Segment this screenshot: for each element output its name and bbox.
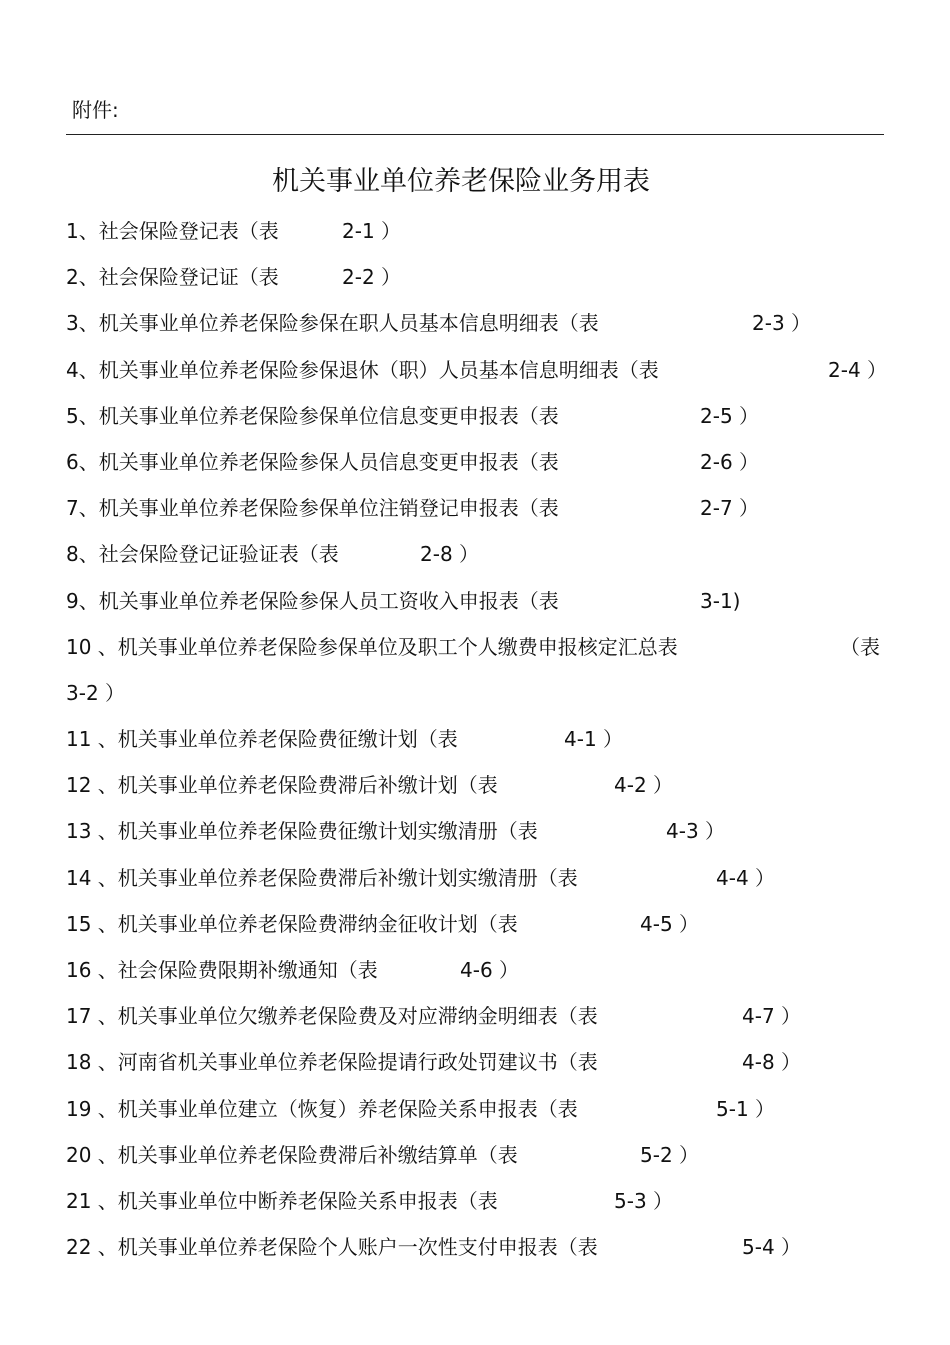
list-item: [66, 439, 884, 485]
list-item-ref-continued: 3-2 ）: [66, 680, 126, 705]
attachment-label: 附件:: [72, 98, 119, 122]
list-item: [66, 208, 884, 254]
list-item-ref: 2-8 ）: [420, 542, 480, 567]
list-item-text: 19 、机关事业单位建立（恢复）养老保险关系申报表（表: [66, 1096, 578, 1121]
list-item-text: 9、机关事业单位养老保险参保人员工资收入申报表（表: [66, 588, 559, 613]
list-item: [66, 1224, 884, 1270]
list-item-ref: 4-4 ）: [716, 865, 776, 890]
list-item-text: 3、机关事业单位养老保险参保在职人员基本信息明细表（表: [66, 311, 599, 336]
list-item-text: 5、机关事业单位养老保险参保单位信息变更申报表（表: [66, 403, 559, 428]
list-item-text: 6、机关事业单位养老保险参保人员信息变更申报表（表: [66, 449, 559, 474]
list-item-ref: 4-2 ）: [614, 773, 674, 798]
list-item-ref: 2-3 ）: [752, 311, 812, 336]
list-item: [66, 762, 884, 808]
list-item-text: 16 、社会保险费限期补缴通知（表: [66, 958, 378, 983]
list-item-text: 11 、机关事业单位养老保险费征缴计划（表: [66, 727, 458, 752]
list-item-ref: 5-1 ）: [716, 1096, 776, 1121]
form-list: [66, 208, 888, 1270]
list-item: [66, 1086, 884, 1132]
list-item: [66, 993, 884, 1039]
document-title: 机关事业单位养老保险业务用表: [272, 166, 650, 197]
list-item-ref: 2-2 ）: [342, 265, 402, 290]
list-item-ref: 4-1 ）: [564, 727, 624, 752]
list-item-text: 4、机关事业单位养老保险参保退休（职）人员基本信息明细表（表: [66, 357, 659, 382]
list-item-ref: 2-1 ）: [342, 219, 402, 243]
header-divider: [66, 134, 884, 135]
list-item: [66, 808, 884, 854]
list-item: [66, 624, 884, 716]
list-item: [66, 485, 884, 531]
list-item-ref: 4-3 ）: [666, 819, 726, 844]
list-item-ref: 2-6 ）: [700, 449, 760, 474]
list-item: [66, 393, 884, 439]
list-item-ref: 4-6 ）: [460, 958, 520, 983]
list-item-text: 12 、机关事业单位养老保险费滞后补缴计划（表: [66, 773, 498, 798]
list-item-text: 2、社会保险登记证（表: [66, 265, 279, 290]
list-item-ref: 3-1): [700, 588, 741, 613]
list-item-text: 21 、机关事业单位中断养老保险关系申报表（表: [66, 1188, 498, 1213]
list-item: [66, 855, 884, 901]
list-item-text: 1、社会保险登记表（表: [66, 219, 279, 243]
list-item-ref: 4-5 ）: [640, 911, 700, 936]
list-item: [66, 531, 884, 577]
list-item-text: 13 、机关事业单位养老保险费征缴计划实缴清册（表: [66, 819, 538, 844]
list-item-text: 8、社会保险登记证验证表（表: [66, 542, 339, 567]
list-item-text: 20 、机关事业单位养老保险费滞后补缴结算单（表: [66, 1142, 518, 1167]
list-item: [66, 300, 884, 346]
list-item-ref: 2-7 ）: [700, 496, 760, 521]
list-item-ref: 2-5 ）: [700, 403, 760, 428]
list-item: [66, 1132, 884, 1178]
list-item: [66, 716, 884, 762]
list-item-ref: （表: [840, 634, 880, 659]
list-item-ref: 5-4 ）: [742, 1235, 802, 1260]
list-item-text: 7、机关事业单位养老保险参保单位注销登记申报表（表: [66, 496, 559, 521]
list-item: [66, 1039, 884, 1085]
list-item-ref: 5-3 ）: [614, 1188, 674, 1213]
list-item-text: 15 、机关事业单位养老保险费滞纳金征收计划（表: [66, 911, 518, 936]
list-item-text: 10 、机关事业单位养老保险参保单位及职工个人缴费申报核定汇总表: [66, 634, 678, 659]
list-item: [66, 1178, 884, 1224]
list-item-ref: 5-2 ）: [640, 1142, 700, 1167]
list-item-text: 22 、机关事业单位养老保险个人账户一次性支付申报表（表: [66, 1235, 598, 1260]
list-item-ref: 4-8 ）: [742, 1050, 802, 1075]
list-item: [66, 347, 888, 393]
list-item: [66, 578, 884, 624]
list-item-text: 17 、机关事业单位欠缴养老保险费及对应滞纳金明细表（表: [66, 1004, 598, 1029]
list-item-ref: 2-4 ）: [828, 357, 888, 382]
list-item: [66, 254, 884, 300]
list-item-ref: 4-7 ）: [742, 1004, 802, 1029]
list-item-text: 14 、机关事业单位养老保险费滞后补缴计划实缴清册（表: [66, 865, 578, 890]
list-item-text: 18 、河南省机关事业单位养老保险提请行政处罚建议书（表: [66, 1050, 598, 1075]
list-item: [66, 901, 884, 947]
list-item: [66, 947, 884, 993]
